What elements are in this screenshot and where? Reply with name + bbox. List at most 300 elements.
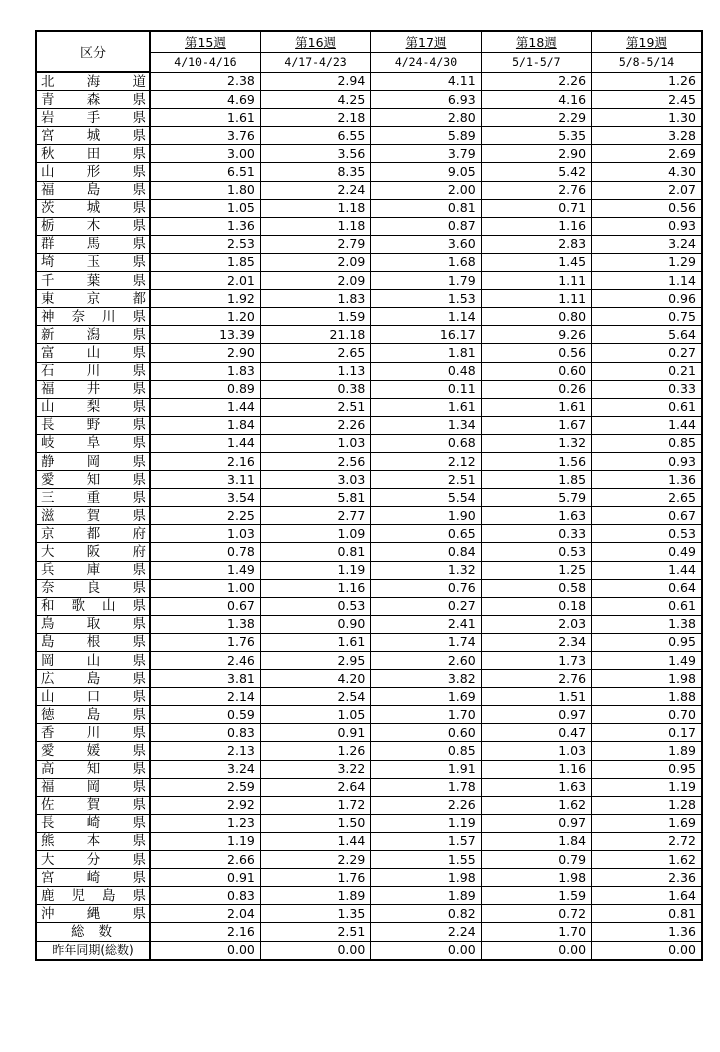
value-cell: 1.35 (260, 905, 370, 923)
week-label: 第17週 (371, 31, 481, 53)
value-cell: 1.76 (150, 633, 260, 651)
table-row (36, 688, 702, 706)
value-cell: 1.70 (481, 923, 591, 941)
table-row (36, 905, 702, 923)
value-cell: 5.81 (260, 489, 370, 507)
value-cell: 1.90 (371, 507, 481, 525)
value-cell: 0.93 (592, 217, 702, 235)
row-label: 群馬県 (36, 235, 150, 253)
value-cell: 1.56 (481, 452, 591, 470)
row-label: 鹿児島県 (36, 887, 150, 905)
value-cell: 0.97 (481, 814, 591, 832)
value-cell: 2.46 (150, 652, 260, 670)
value-cell: 1.36 (592, 471, 702, 489)
value-cell: 1.91 (371, 760, 481, 778)
row-label: 千葉県 (36, 272, 150, 290)
value-cell: 0.58 (481, 579, 591, 597)
value-cell: 1.92 (150, 290, 260, 308)
value-cell: 2.56 (260, 452, 370, 470)
value-cell: 1.44 (592, 561, 702, 579)
value-cell: 1.18 (260, 199, 370, 217)
value-cell: 1.78 (371, 778, 481, 796)
value-cell: 1.25 (481, 561, 591, 579)
value-cell: 4.69 (150, 91, 260, 109)
value-cell: 0.53 (592, 525, 702, 543)
table-row (36, 416, 702, 434)
value-cell: 2.09 (260, 253, 370, 271)
table-row (36, 434, 702, 452)
row-label: 高知県 (36, 760, 150, 778)
value-cell: 0.33 (592, 380, 702, 398)
value-cell: 0.68 (371, 434, 481, 452)
value-cell: 0.83 (150, 724, 260, 742)
table-row (36, 887, 702, 905)
value-cell: 2.03 (481, 615, 591, 633)
value-cell: 0.27 (371, 597, 481, 615)
value-cell: 1.81 (371, 344, 481, 362)
value-cell: 1.98 (481, 869, 591, 887)
row-label: 岐阜県 (36, 434, 150, 452)
value-cell: 0.90 (260, 615, 370, 633)
value-cell: 1.38 (592, 615, 702, 633)
table-row (36, 851, 702, 869)
table-row (36, 832, 702, 850)
row-label: 山口県 (36, 688, 150, 706)
value-cell: 2.04 (150, 905, 260, 923)
row-label: 鳥取県 (36, 615, 150, 633)
value-cell: 3.28 (592, 127, 702, 145)
value-cell: 2.07 (592, 181, 702, 199)
value-cell: 1.19 (260, 561, 370, 579)
table-row (36, 633, 702, 651)
value-cell: 0.82 (371, 905, 481, 923)
value-cell: 0.81 (260, 543, 370, 561)
week-date-range: 5/1-5/7 (481, 53, 591, 72)
value-cell: 0.48 (371, 362, 481, 380)
value-cell: 1.32 (481, 434, 591, 452)
value-cell: 2.09 (260, 272, 370, 290)
table-row (36, 561, 702, 579)
table-body (36, 72, 702, 960)
value-cell: 1.74 (371, 633, 481, 651)
value-cell: 2.26 (481, 72, 591, 91)
value-cell: 1.50 (260, 814, 370, 832)
value-cell: 1.03 (260, 434, 370, 452)
value-cell: 1.49 (150, 561, 260, 579)
value-cell: 1.44 (150, 434, 260, 452)
row-label: 佐賀県 (36, 796, 150, 814)
row-label: 島根県 (36, 633, 150, 651)
value-cell: 5.64 (592, 326, 702, 344)
row-label: 三重県 (36, 489, 150, 507)
value-cell: 5.89 (371, 127, 481, 145)
value-cell: 1.88 (592, 688, 702, 706)
value-cell: 0.83 (150, 887, 260, 905)
value-cell: 0.00 (150, 941, 260, 960)
value-cell: 1.63 (481, 507, 591, 525)
row-label: 山形県 (36, 163, 150, 181)
value-cell: 21.18 (260, 326, 370, 344)
value-cell: 0.91 (260, 724, 370, 742)
table-row (36, 163, 702, 181)
value-cell: 0.79 (481, 851, 591, 869)
week-label: 第16週 (260, 31, 370, 53)
value-cell: 0.59 (150, 706, 260, 724)
value-cell: 4.11 (371, 72, 481, 91)
value-cell: 2.24 (371, 923, 481, 941)
value-cell: 0.17 (592, 724, 702, 742)
value-cell: 2.64 (260, 778, 370, 796)
value-cell: 1.89 (260, 887, 370, 905)
row-label: 福島県 (36, 181, 150, 199)
value-cell: 0.67 (592, 507, 702, 525)
table-row (36, 290, 702, 308)
table-row (36, 869, 702, 887)
value-cell: 0.18 (481, 597, 591, 615)
value-cell: 0.76 (371, 579, 481, 597)
table-row (36, 145, 702, 163)
row-label: 長野県 (36, 416, 150, 434)
value-cell: 4.25 (260, 91, 370, 109)
row-label: 総数 (36, 923, 150, 941)
value-cell: 4.20 (260, 670, 370, 688)
value-cell: 1.61 (371, 398, 481, 416)
value-cell: 0.80 (481, 308, 591, 326)
value-cell: 2.41 (371, 615, 481, 633)
value-cell: 2.80 (371, 109, 481, 127)
value-cell: 2.34 (481, 633, 591, 651)
value-cell: 2.90 (481, 145, 591, 163)
value-cell: 0.75 (592, 308, 702, 326)
value-cell: 1.44 (150, 398, 260, 416)
value-cell: 6.51 (150, 163, 260, 181)
value-cell: 1.69 (371, 688, 481, 706)
value-cell: 0.53 (481, 543, 591, 561)
value-cell: 1.00 (150, 579, 260, 597)
table-row (36, 706, 702, 724)
value-cell: 3.54 (150, 489, 260, 507)
row-label: 秋田県 (36, 145, 150, 163)
table-row (36, 471, 702, 489)
table-row (36, 308, 702, 326)
value-cell: 1.20 (150, 308, 260, 326)
value-cell: 2.76 (481, 670, 591, 688)
row-label: 熊本県 (36, 832, 150, 850)
table-row (36, 489, 702, 507)
value-cell: 1.69 (592, 814, 702, 832)
value-cell: 6.55 (260, 127, 370, 145)
value-cell: 3.81 (150, 670, 260, 688)
value-cell: 0.33 (481, 525, 591, 543)
weekly-report-table (35, 30, 703, 961)
table-row (36, 398, 702, 416)
value-cell: 0.65 (371, 525, 481, 543)
row-label: 愛媛県 (36, 742, 150, 760)
table-row (36, 326, 702, 344)
table-row (36, 253, 702, 271)
value-cell: 1.61 (260, 633, 370, 651)
value-cell: 0.78 (150, 543, 260, 561)
value-cell: 1.26 (592, 72, 702, 91)
value-cell: 0.91 (150, 869, 260, 887)
value-cell: 1.29 (592, 253, 702, 271)
value-cell: 2.00 (371, 181, 481, 199)
row-label: 奈良県 (36, 579, 150, 597)
row-label: 大阪府 (36, 543, 150, 561)
table-row (36, 344, 702, 362)
value-cell: 2.72 (592, 832, 702, 850)
value-cell: 1.26 (260, 742, 370, 760)
value-cell: 0.38 (260, 380, 370, 398)
value-cell: 1.45 (481, 253, 591, 271)
value-cell: 0.27 (592, 344, 702, 362)
value-cell: 3.60 (371, 235, 481, 253)
value-cell: 0.67 (150, 597, 260, 615)
value-cell: 0.60 (481, 362, 591, 380)
value-cell: 0.89 (150, 380, 260, 398)
table-row (36, 615, 702, 633)
value-cell: 1.05 (150, 199, 260, 217)
value-cell: 2.54 (260, 688, 370, 706)
table-row (36, 199, 702, 217)
value-cell: 2.92 (150, 796, 260, 814)
value-cell: 0.56 (481, 344, 591, 362)
value-cell: 1.38 (150, 615, 260, 633)
value-cell: 1.64 (592, 887, 702, 905)
value-cell: 3.76 (150, 127, 260, 145)
value-cell: 0.61 (592, 597, 702, 615)
value-cell: 1.28 (592, 796, 702, 814)
value-cell: 1.85 (481, 471, 591, 489)
row-label: 香川県 (36, 724, 150, 742)
value-cell: 2.83 (481, 235, 591, 253)
value-cell: 2.38 (150, 72, 260, 91)
table-row (36, 507, 702, 525)
value-cell: 1.84 (481, 832, 591, 850)
value-cell: 3.24 (150, 760, 260, 778)
value-cell: 2.77 (260, 507, 370, 525)
value-cell: 1.19 (592, 778, 702, 796)
value-cell: 6.93 (371, 91, 481, 109)
value-cell: 3.22 (260, 760, 370, 778)
table-row (36, 724, 702, 742)
value-cell: 0.97 (481, 706, 591, 724)
value-cell: 1.05 (260, 706, 370, 724)
row-label: 新潟県 (36, 326, 150, 344)
row-label: 滋賀県 (36, 507, 150, 525)
value-cell: 2.53 (150, 235, 260, 253)
value-cell: 2.45 (592, 91, 702, 109)
value-cell: 1.73 (481, 652, 591, 670)
value-cell: 1.19 (371, 814, 481, 832)
value-cell: 8.35 (260, 163, 370, 181)
value-cell: 2.16 (150, 923, 260, 941)
value-cell: 2.26 (371, 796, 481, 814)
row-label: 和歌山県 (36, 597, 150, 615)
value-cell: 0.64 (592, 579, 702, 597)
row-label: 茨城県 (36, 199, 150, 217)
table-row (36, 579, 702, 597)
value-cell: 2.18 (260, 109, 370, 127)
value-cell: 0.00 (481, 941, 591, 960)
value-cell: 1.62 (592, 851, 702, 869)
value-cell: 1.59 (260, 308, 370, 326)
row-label: 北海道 (36, 72, 150, 91)
value-cell: 0.56 (592, 199, 702, 217)
value-cell: 1.44 (260, 832, 370, 850)
value-cell: 1.16 (260, 579, 370, 597)
table-row (36, 181, 702, 199)
value-cell: 1.34 (371, 416, 481, 434)
value-cell: 1.03 (150, 525, 260, 543)
row-label: 青森県 (36, 91, 150, 109)
value-cell: 3.79 (371, 145, 481, 163)
value-cell: 0.85 (371, 742, 481, 760)
value-cell: 1.57 (371, 832, 481, 850)
row-label: 福井県 (36, 380, 150, 398)
table-row (36, 127, 702, 145)
value-cell: 3.24 (592, 235, 702, 253)
value-cell: 1.83 (260, 290, 370, 308)
value-cell: 1.62 (481, 796, 591, 814)
row-label: 沖縄県 (36, 905, 150, 923)
table-row (36, 91, 702, 109)
value-cell: 0.72 (481, 905, 591, 923)
value-cell: 1.44 (592, 416, 702, 434)
row-label: 栃木県 (36, 217, 150, 235)
value-cell: 3.11 (150, 471, 260, 489)
value-cell: 0.49 (592, 543, 702, 561)
value-cell: 1.11 (481, 272, 591, 290)
row-label: 徳島県 (36, 706, 150, 724)
value-cell: 1.79 (371, 272, 481, 290)
value-cell: 1.63 (481, 778, 591, 796)
value-cell: 3.03 (260, 471, 370, 489)
value-cell: 3.00 (150, 145, 260, 163)
value-cell: 1.72 (260, 796, 370, 814)
value-cell: 2.51 (260, 923, 370, 941)
value-cell: 0.93 (592, 452, 702, 470)
row-label: 宮崎県 (36, 869, 150, 887)
value-cell: 2.29 (481, 109, 591, 127)
row-label: 岡山県 (36, 652, 150, 670)
week-label: 第19週 (592, 31, 702, 53)
row-label: 広島県 (36, 670, 150, 688)
table-row (36, 525, 702, 543)
value-cell: 9.05 (371, 163, 481, 181)
value-cell: 1.61 (481, 398, 591, 416)
value-cell: 1.16 (481, 217, 591, 235)
value-cell: 1.18 (260, 217, 370, 235)
value-cell: 0.00 (260, 941, 370, 960)
value-cell: 0.21 (592, 362, 702, 380)
value-cell: 1.30 (592, 109, 702, 127)
value-cell: 2.60 (371, 652, 481, 670)
value-cell: 2.24 (260, 181, 370, 199)
value-cell: 2.65 (260, 344, 370, 362)
value-cell: 2.95 (260, 652, 370, 670)
table-header (36, 31, 702, 72)
value-cell: 1.98 (371, 869, 481, 887)
value-cell: 4.16 (481, 91, 591, 109)
value-cell: 0.26 (481, 380, 591, 398)
row-label: 東京都 (36, 290, 150, 308)
value-cell: 1.68 (371, 253, 481, 271)
value-cell: 1.11 (481, 290, 591, 308)
table-row (36, 670, 702, 688)
value-cell: 0.70 (592, 706, 702, 724)
value-cell: 1.49 (592, 652, 702, 670)
value-cell: 1.16 (481, 760, 591, 778)
value-cell: 1.36 (150, 217, 260, 235)
value-cell: 2.12 (371, 452, 481, 470)
row-label: 福岡県 (36, 778, 150, 796)
value-cell: 0.84 (371, 543, 481, 561)
row-label: 静岡県 (36, 452, 150, 470)
value-cell: 5.79 (481, 489, 591, 507)
table-row (36, 778, 702, 796)
table-row (36, 742, 702, 760)
value-cell: 0.61 (592, 398, 702, 416)
week-date-range: 4/10-4/16 (150, 53, 260, 72)
value-cell: 0.85 (592, 434, 702, 452)
value-cell: 1.23 (150, 814, 260, 832)
table-row (36, 362, 702, 380)
table-row (36, 235, 702, 253)
value-cell: 2.01 (150, 272, 260, 290)
value-cell: 0.00 (592, 941, 702, 960)
value-cell: 1.59 (481, 887, 591, 905)
value-cell: 3.82 (371, 670, 481, 688)
week-date-range: 4/24-4/30 (371, 53, 481, 72)
table-row (36, 652, 702, 670)
value-cell: 2.16 (150, 452, 260, 470)
value-cell: 1.80 (150, 181, 260, 199)
value-cell: 1.32 (371, 561, 481, 579)
value-cell: 2.76 (481, 181, 591, 199)
value-cell: 2.65 (592, 489, 702, 507)
row-label: 岩手県 (36, 109, 150, 127)
value-cell: 2.51 (371, 471, 481, 489)
value-cell: 2.79 (260, 235, 370, 253)
value-cell: 1.53 (371, 290, 481, 308)
table-row (36, 796, 702, 814)
row-label: 愛知県 (36, 471, 150, 489)
value-cell: 16.17 (371, 326, 481, 344)
value-cell: 1.67 (481, 416, 591, 434)
value-cell: 3.56 (260, 145, 370, 163)
value-cell: 0.96 (592, 290, 702, 308)
row-label: 山梨県 (36, 398, 150, 416)
row-label: 長崎県 (36, 814, 150, 832)
table-row (36, 217, 702, 235)
value-cell: 0.11 (371, 380, 481, 398)
table-row (36, 452, 702, 470)
value-cell: 1.09 (260, 525, 370, 543)
table-row (36, 814, 702, 832)
value-cell: 1.36 (592, 923, 702, 941)
value-cell: 2.26 (260, 416, 370, 434)
row-label: 大分県 (36, 851, 150, 869)
table-row (36, 597, 702, 615)
value-cell: 2.69 (592, 145, 702, 163)
table-row (36, 72, 702, 91)
value-cell: 2.25 (150, 507, 260, 525)
row-label: 富山県 (36, 344, 150, 362)
category-header: 区分 (36, 31, 150, 72)
week-date-range: 4/17-4/23 (260, 53, 370, 72)
total-row (36, 923, 702, 941)
